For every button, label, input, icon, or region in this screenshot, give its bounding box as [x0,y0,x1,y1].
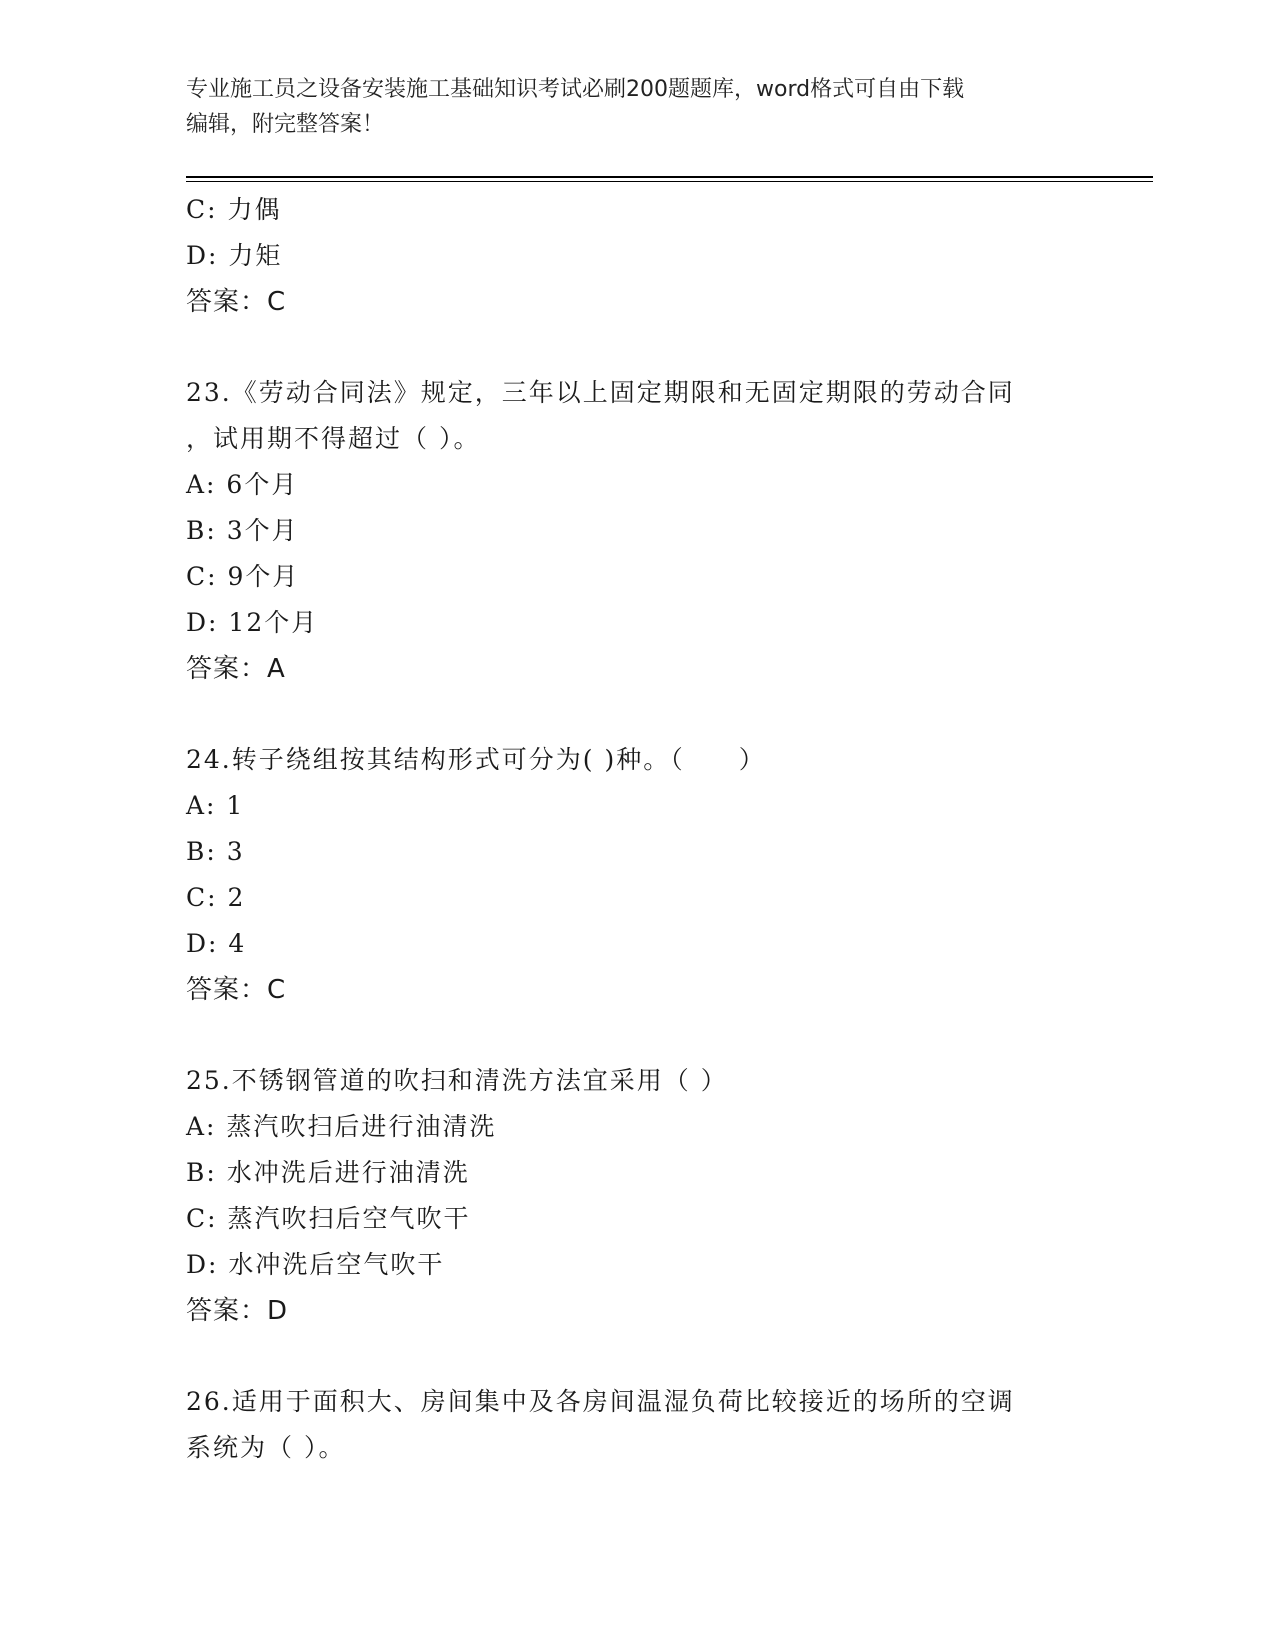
document-header [186,72,1066,142]
question-23 [186,370,1086,692]
question-list [186,187,1086,1471]
question-26 [186,1379,1086,1471]
option-d: D: 水冲洗后空气吹干 [186,1250,445,1279]
question-stem: 23.《劳动合同法》规定，三年以上固定期限和无固定期限的劳动合同 [186,378,1015,407]
option-c: C: 蒸汽吹扫后空气吹干 [186,1204,471,1233]
question-24 [186,737,1086,1013]
option-b: B: 水冲洗后进行油清洗 [186,1158,470,1187]
option-b: B: 3 [186,837,245,866]
header-rule-thick [186,176,1153,178]
option-a: A: 蒸汽吹扫后进行油清洗 [186,1112,497,1141]
answer: 答案：C [186,287,287,317]
header-line-1: 专业施工员之设备安装施工基础知识考试必刷200题题库，word格式可自由下载 [186,77,965,102]
question-stem: 系统为（ ）。 [186,1433,346,1462]
question-stem: ，试用期不得超过（ ）。 [186,424,481,453]
question-25 [186,1058,1086,1334]
question-stem: 25.不锈钢管道的吹扫和清洗方法宜采用（ ） [186,1066,728,1095]
option-d: D: 4 [186,929,247,958]
answer: 答案：C [186,975,287,1005]
header-line-2: 编辑，附完整答案！ [186,112,385,137]
option-c: C: 力偶 [186,195,282,224]
question-stem: 24.转子绕组按其结构形式可分为( )种。（ ） [186,745,766,774]
option-b: B: 3个月 [186,516,299,545]
answer: 答案：A [186,654,286,684]
option-c: C: 2 [186,883,246,912]
option-c: C: 9个月 [186,562,300,591]
option-d: D: 12个月 [186,608,319,637]
question-stem: 26.适用于面积大、房间集中及各房间温湿负荷比较接近的场所的空调 [186,1387,1015,1416]
question-22-partial [186,187,1086,325]
answer: 答案：D [186,1296,289,1326]
header-rule-thin [186,181,1153,182]
option-a: A: 6个月 [186,470,299,499]
option-a: A: 1 [186,791,245,820]
option-d: D: 力矩 [186,241,283,270]
